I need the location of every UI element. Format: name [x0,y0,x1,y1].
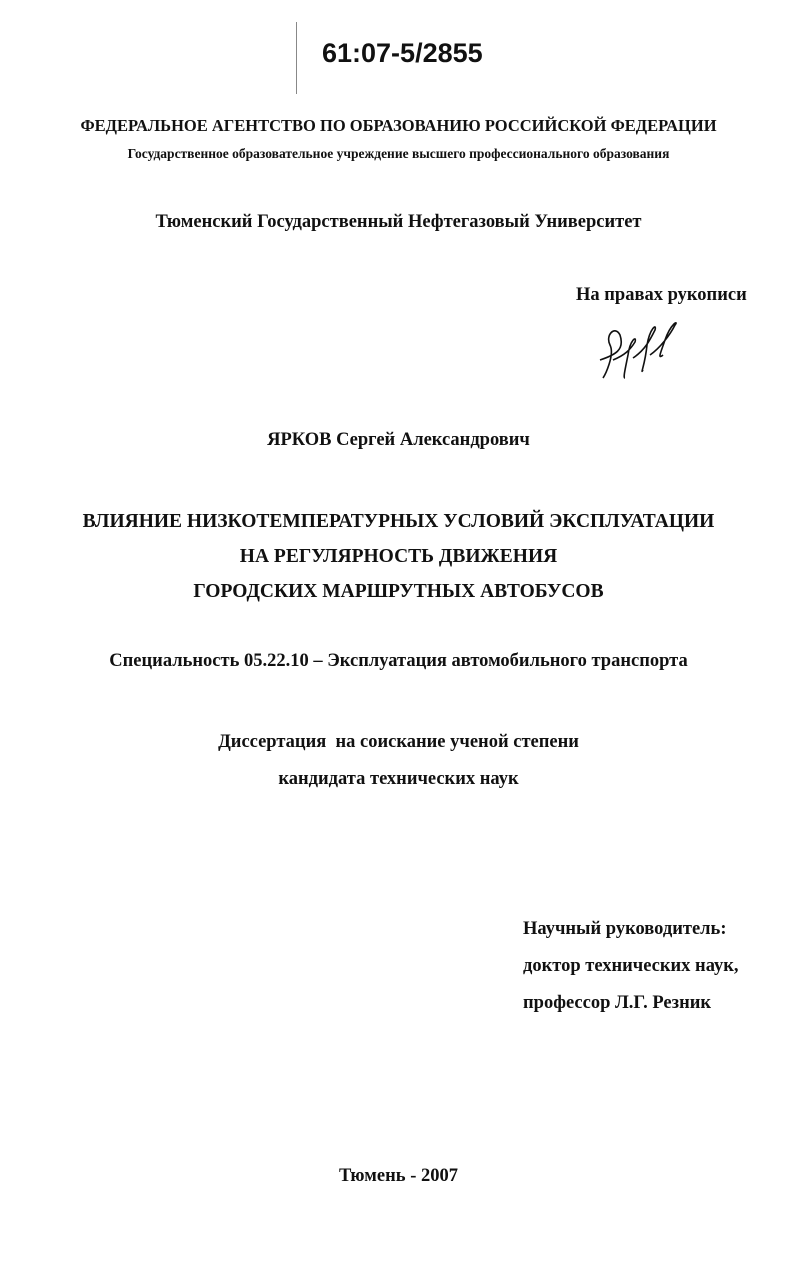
supervisor [523,911,739,1022]
university-name: Тюменский Государственный Нефтегазовый Университет [155,212,642,232]
catalog-number: 61:07-5/2855 [322,38,483,68]
title-line: ВЛИЯНИЕ НИЗКОТЕМПЕРАТУРНЫХ УСЛОВИЙ ЭКСПЛУАТАЦИИ [82,511,715,532]
author-name: ЯРКОВ Сергей Александрович [267,430,530,450]
signature [595,320,685,380]
dissertation-title [0,504,797,609]
specialty: Специальность 05.22.10 – Эксплуатация автомобильного транспорта [109,651,688,671]
degree [0,724,797,798]
institution-type: Государственное образовательное учреждение высшего профессионального образования [127,146,670,161]
title-line: НА РЕГУЛЯРНОСТЬ ДВИЖЕНИЯ [239,546,558,567]
supervisor-line: Научный руководитель: [523,919,727,939]
agency-heading: ФЕДЕРАЛЬНОЕ АГЕНТСТВО ПО ОБРАЗОВАНИЮ РОССИЙСКОЙ ФЕДЕРАЦИИ [80,116,717,135]
degree-line: кандидата технических наук [278,769,519,789]
city-year: Тюмень - 2007 [339,1166,458,1186]
rights-note: На правах рукописи [576,285,747,305]
degree-line: Диссертация на соискание ученой степени [218,732,579,752]
supervisor-line: профессор Л.Г. Резник [523,993,712,1013]
supervisor-line: доктор технических наук, [523,956,739,976]
title-line: ГОРОДСКИХ МАРШРУТНЫХ АВТОБУСОВ [193,581,604,602]
margin-line [296,22,297,94]
